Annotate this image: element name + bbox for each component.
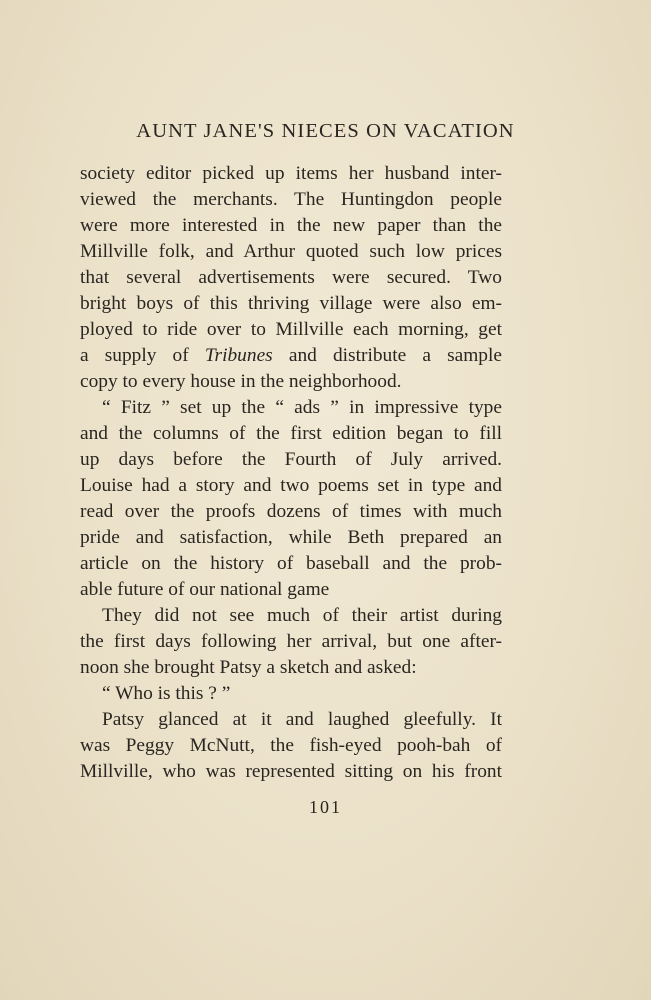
paragraph-start-line: “ Fitz ” set up the “ ads ” in impressive type [102,397,502,418]
text-segment: and distribute a sample [272,345,502,366]
running-head: AUNT JANE'S NIECES ON VACATION [136,120,515,142]
text-line: viewed the merchants. The Huntingdon people [80,189,502,210]
text-line: noon she brought Patsy a sketch and asked: [80,657,417,678]
text-segment: a supply of [80,345,205,366]
paragraph-start-line: “ Who is this ? ” [102,683,231,704]
text-line-with-italic [80,343,502,369]
text-line: copy to every house in the neighborhood. [80,371,402,392]
text-line: and the columns of the first edition began to fill [80,423,502,444]
italic-title: Tribunes [204,345,273,366]
text-line: was Peggy McNutt, the fish-eyed pooh-bah of [80,735,502,756]
text-line: read over the proofs dozens of times with much [80,501,502,522]
paragraph-start-line: They did not see much of their artist during [102,605,502,626]
text-line: society editor picked up items her husband inter- [80,163,502,184]
text-line: Millville, who was represented sitting on his front [80,761,502,782]
text-line: Louise had a story and two poems set in type and [80,475,502,496]
page-number: 101 [309,797,342,817]
paragraph-start-line: Patsy glanced at it and laughed gleefully. It [102,709,502,730]
text-line: that several advertisements were secured. Two [80,267,502,288]
text-line: the first days following her arrival, but one after- [80,631,502,652]
text-line: Millville folk, and Arthur quoted such low prices [80,241,502,262]
text-line: able future of our national game [80,579,330,600]
text-line: pride and satisfaction, while Beth prepared an [80,527,502,548]
text-line: up days before the Fourth of July arrived. [80,449,502,470]
text-line: bright boys of this thriving village were also em- [80,293,502,314]
text-line: were more interested in the new paper than the [80,215,502,236]
text-line: ployed to ride over to Millville each morning, get [80,319,502,340]
body-text [80,161,502,785]
text-line: article on the history of baseball and the prob- [80,553,502,574]
